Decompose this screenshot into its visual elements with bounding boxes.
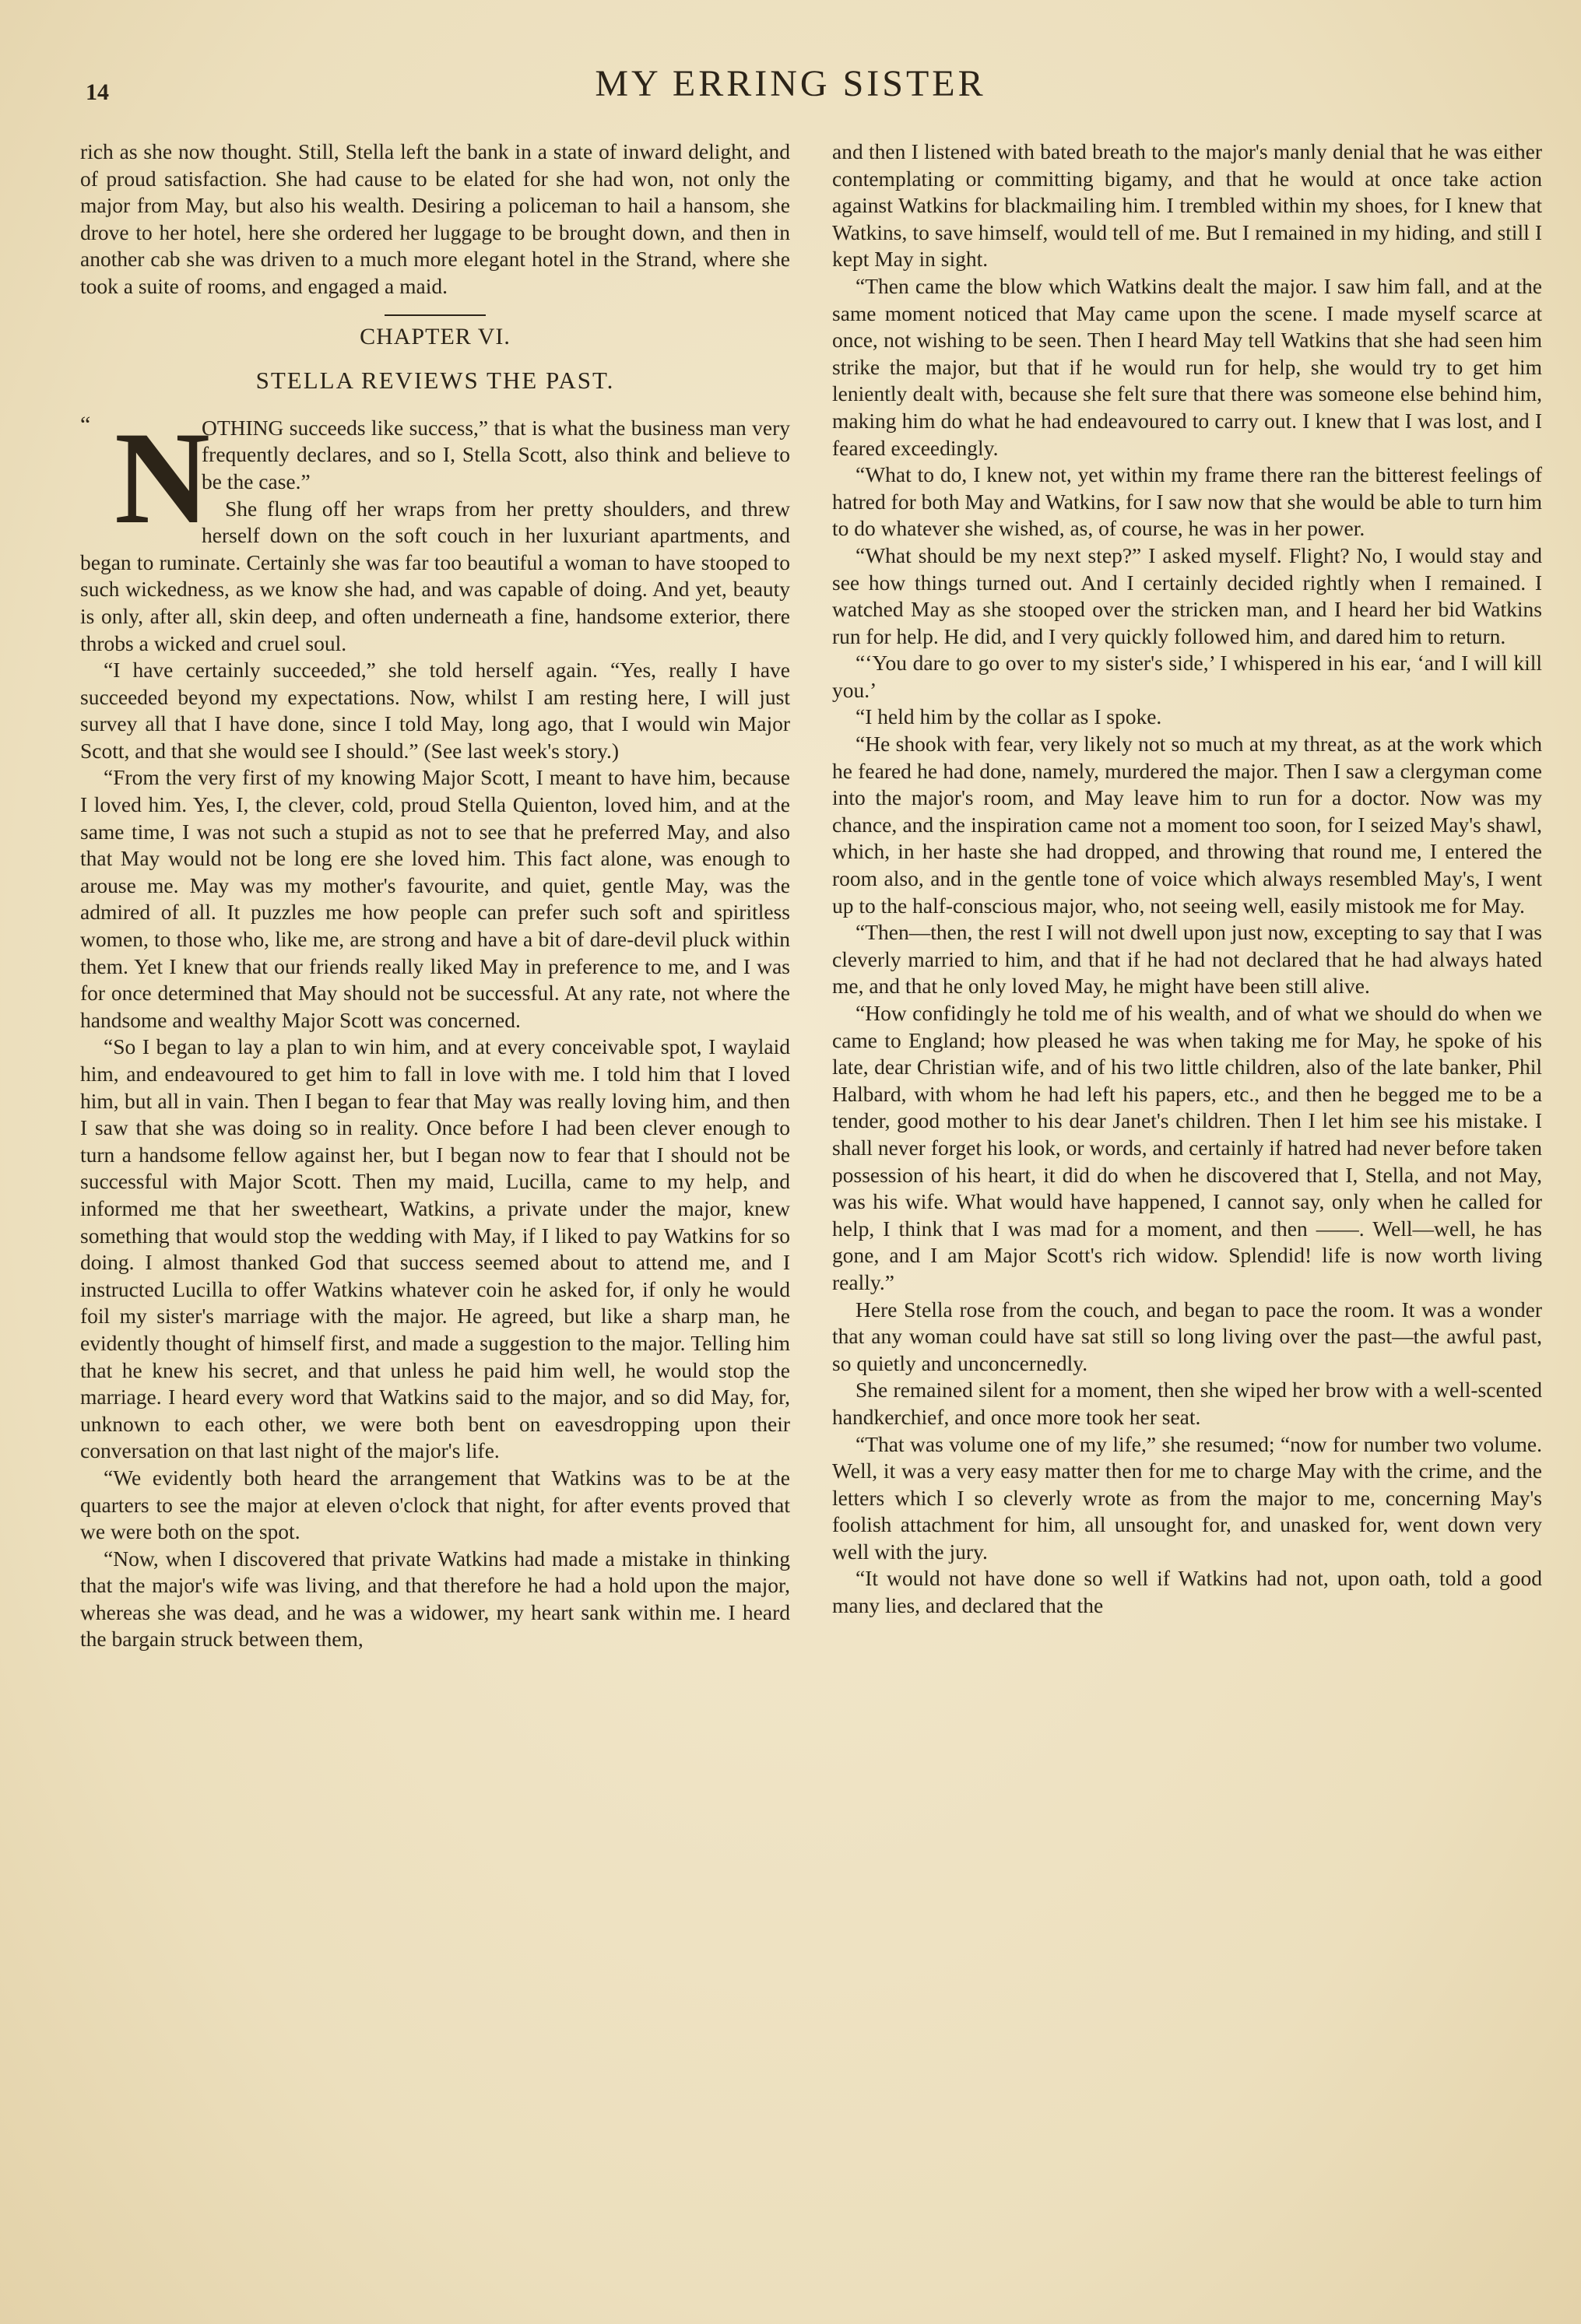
paragraph: “That was volume one of my life,” she resumed; “now for number two volume. Well, it was a very easy matter then for me to charge May with the crime, and the letters which I so cleverly wrote as from the major to me, concerning May's foolish attachment for him, all unsought for, and unasked for, went down very well with the jury.: [832, 1431, 1542, 1564]
paragraph: “Then came the blow which Watkins dealt the major. I saw him fall, and at the same moment noticed that May came upon the scene. I made myself scarce at once, not wishing to be seen. Then I heard May tell Watkins that she had seen him strike the major, but that if he would run for help, she would try to get him leniently dealt with, because she felt sure that there was someone else behind him, making him do what he had endeavoured to carry out. I knew that I was lost, and I feared exceedingly.: [832, 273, 1542, 460]
chapter-divider: [385, 314, 486, 316]
paragraph: “Then—then, the rest I will not dwell upon just now, excepting to say that I was cleverly married to him, and that if he had not declared that he had always hated me, and that he only loved May, he might have been still alive.: [832, 920, 1542, 999]
paragraph: “‘You dare to go over to my sister's side,’ I whispered in his ear, ‘and I will kill you.’: [832, 651, 1542, 702]
paragraph: She remained silent for a moment, then she wiped her brow with a well-scented handkerchief, and once more took her seat.: [832, 1378, 1542, 1429]
running-title: MY ERRING SISTER: [595, 63, 986, 104]
paragraph: “What to do, I knew not, yet within my frame there ran the bitterest feelings of hatred for both May and Watkins, for I saw now that she would be able to turn him to do whatever she wished, as, of course, he was in her power.: [832, 462, 1542, 541]
paragraph: “He shook with fear, very likely not so much at my threat, as at the work which he feared he had done, namely, murdered the major. Then I saw a clergyman come into the major's room, and May leave him to run for a doctor. Now was my chance, and the inspiration came not a moment too soon, for I seized May's shawl, which, in her haste she had dropped, and throwing that round me, I entered the room also, and in the gentle tone of voice which always resembled May's, I went up to the half-conscious major, who, not seeing well, easily mistook me for May.: [832, 732, 1542, 918]
paragraph: “How confidingly he told me of his wealth, and of what we should do when we came to England; how pleased he was when taking me for May, he spoke of his late, dear Christian wife, and of his two little children, also of the late banker, Phil Halbard, with whom he had left his papers, etc., and then he begged me to be a tender, good mother to his dear Janet's children. Then I let him see his mistake. I shall never forget his look, or words, and certainly if hatred had never before taken possession of his heart, it did do when he discovered that I, Stella, and not May, was his wife. What would have happened, I cannot say, only when he called for help, I think that I was mad for a moment, and then ——. Well—well, he has gone, and I am Major Scott's rich widow. Splendid! life is now worth living really.”: [832, 1001, 1542, 1294]
opening-quote: “: [80, 411, 91, 437]
paragraph: “From the very first of my knowing Major Scott, I meant to have him, because I loved him. Yes, I, the clever, cold, proud Stella Quienton, loved him, and at the same time, I was not such a stupid as not to see that he preferred May, and also that May would not be long ere she loved him. This fact alone, was enough to arouse me. May was my mother's favourite, and quiet, gentle May, was the admired of all. It puzzles me how people can prefer such soft and spiritless women, to those who, like me, are strong and have a bit of dare-devil pluck within them. Yet I knew that our friends really liked May in preference to me, and I was for once determined that May should not be successful. At any rate, not where the handsome and wealthy Major Scott was concerned.: [80, 765, 790, 1032]
opening-paragraph: OTHING succeeds like success,” that is what the business man very frequently declares, and so I, Stella Scott, also think and believe to be the case.”: [202, 415, 790, 493]
paragraph: and then I listened with bated breath to the major's manly denial that he was either contemplating or committing bigamy, and that he would at once take action against Watkins for blackmailing him. I trembled within my shoes, for I knew that Watkins, to save himself, would tell of me. But I remained in my hiding, and still I kept May in sight.: [832, 139, 1542, 272]
chapter-opening: [80, 404, 790, 657]
paragraph: “Now, when I discovered that private Watkins had made a mistake in thinking that the major's wife was living, and that therefore he had a hold upon the major, whereas she was dead, and he was a widower, my heart sank within me. I heard the bargain struck between them,: [80, 1546, 790, 1652]
right-column: [832, 139, 1542, 1620]
paragraph: “I held him by the collar as I spoke.: [855, 704, 1162, 729]
paragraph: “So I began to lay a plan to win him, and at every conceivable spot, I waylaid him, and endeavoured to get him to fall in love with me. I told him that I loved him, but all in vain. Then I began to fear that May was really loving him, and then I saw that she was doing so in reality. Once before I had been clever enough to turn a handsome fellow against her, but I began now to fear that I should not be successful with Major Scott. Then my maid, Lucilla, came to my help, and informed me that her sweetheart, Watkins, a private under the major, knew something that would stop the wedding with May, if I liked to pay Watkins for so doing. I almost thanked God that success seemed about to attend me, and I instructed Lucilla to offer Watkins whatever coin he asked for, if only he would foil my sister's marriage with the major. He agreed, but like a sharp man, he evidently thought of himself first, and made a suggestion to the major. Telling him that he knew his secret, and that unless he paid him well, he would stop the marriage. I heard every word that Watkins said to the major, and so did May, for, unknown to each other, we were both bent on eavesdropping upon their conversation on that last night of the major's life.: [80, 1034, 790, 1463]
left-column: [80, 139, 790, 1653]
paragraph: She flung off her wraps from her pretty shoulders, and threw herself down on the soft couch in her luxuriant apartments, and began to ruminate. Certainly she was far too beautiful a woman to have stooped to such wickedness, as we know she had, and was capable of doing. And yet, beauty is only, after all, skin deep, and often underneath a fine, handsome exterior, there throbs a wicked and cruel soul.: [80, 496, 790, 655]
chapter-title: STELLA REVIEWS THE PAST.: [255, 367, 615, 395]
paragraph: “I have certainly succeeded,” she told herself again. “Yes, really I have succeeded beyond my expectations. Now, whilst I am resting here, I will just survey all that I have done, since I told May, long ago, that I would win Major Scott, and that she would see I should.” (See last week's story.): [80, 658, 790, 763]
page-header: [0, 62, 1581, 117]
paragraph: rich as she now thought. Still, Stella left the bank in a state of inward delight, and of proud satisfaction. She had cause to be elated for she had won, not only the major from May, but also his wealth. Desiring a policeman to hail a hansom, she drove to her hotel, here she ordered her luggage to be brought down, and then in another cab she was driven to a much more elegant hotel in the Strand, where she took a suite of rooms, and engaged a maid.: [80, 139, 790, 298]
paragraph: “It would not have done so well if Watkins had not, upon oath, told a good many lies, and declared that the: [832, 1566, 1542, 1618]
chapter-number: CHAPTER VI.: [360, 323, 511, 349]
drop-cap: N: [114, 404, 210, 551]
paragraph: “We evidently both heard the arrangement that Watkins was to be at the quarters to see the major at eleven o'clock that night, for after events proved that we were both on the spot.: [80, 1465, 790, 1544]
paragraph: “What should be my next step?” I asked myself. Flight? No, I would stay and see how things turned out. And I certainly decided rightly when I remained. I watched May as she stooped over the stricken man, and I heard her bid Watkins run for help. He did, and I very quickly followed him, and dared him to return.: [832, 542, 1542, 648]
paragraph: Here Stella rose from the couch, and began to pace the room. It was a wonder that any woman could have sat still so long living over the past—the awful past, so quietly and unconcernedly.: [832, 1297, 1542, 1375]
page-number: 14: [86, 79, 109, 105]
